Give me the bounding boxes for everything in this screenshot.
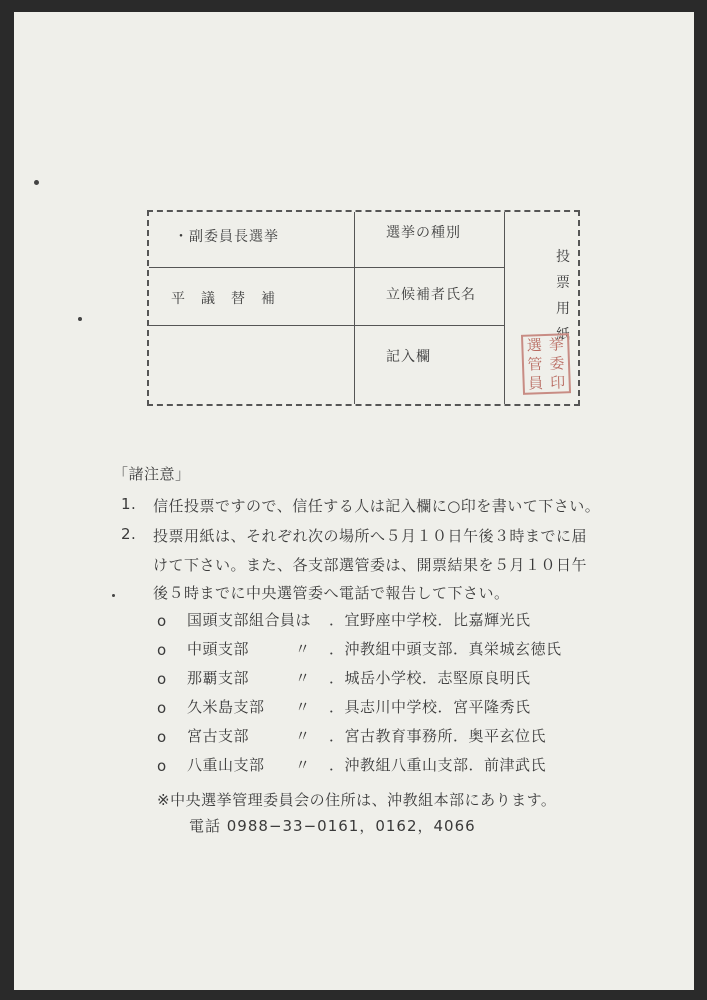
item-number: 2.	[121, 525, 137, 543]
divider	[354, 212, 355, 404]
ditto-mark: 〃	[295, 698, 311, 716]
branch-name: 中頭支部	[187, 640, 250, 658]
list-bullet: o	[157, 757, 167, 775]
branch-name: 八重山支部	[187, 756, 265, 774]
submission-place: ．沖教組八重山支部．前津武氏	[329, 756, 547, 774]
entry-field-label: 記入欄	[386, 349, 431, 365]
divider	[149, 325, 504, 326]
item-text: 後５時までに中央選管委へ電話で報告して下さい。	[153, 584, 510, 602]
list-bullet: o	[157, 699, 167, 717]
ditto-mark: 〃	[295, 669, 311, 687]
divider	[149, 267, 504, 268]
submission-place: ．具志川中学校．宮平隆秀氏	[329, 698, 531, 716]
election-name: ・副委員長選挙	[174, 229, 279, 245]
divider	[504, 212, 505, 404]
list-bullet: o	[157, 612, 167, 630]
list-bullet: o	[157, 641, 167, 659]
election-type-label: 選挙の種別	[386, 225, 461, 241]
speck	[112, 594, 115, 597]
ballot-form	[147, 210, 580, 406]
ditto-mark: 〃	[295, 640, 311, 658]
notes-heading: 「諸注意」	[113, 465, 191, 483]
footer-phone: 電話 0988−33−0161，0162，4066	[189, 817, 476, 835]
item-text: 投票用紙は、それぞれ次の場所へ５月１０日午後３時までに届	[153, 527, 588, 545]
submission-place: ．宮古教育事務所．奥平玄位氏	[329, 727, 547, 745]
submission-place: ．城岳小学校．志堅原良明氏	[329, 669, 531, 687]
branch-name: 国頭支部組合員は	[187, 611, 312, 629]
submission-place: ．宜野座中学校．比嘉輝光氏	[329, 611, 531, 629]
ballot-paper-vertical-label: 投 票 用 紙	[556, 249, 570, 343]
candidate-name-label: 立候補者氏名	[386, 287, 476, 303]
election-committee-seal: 選 挙 管 委 員 印	[521, 333, 571, 395]
branch-name: 宮古支部	[187, 727, 250, 745]
item-number: 1.	[121, 495, 137, 513]
list-bullet: o	[157, 728, 167, 746]
branch-name: 那覇支部	[187, 669, 250, 687]
submission-place: ．沖教組中頭支部．真栄城玄徳氏	[329, 640, 562, 658]
item-text: けて下さい。また、各支部選管委は、開票結果を５月１０日午	[153, 556, 588, 574]
branch-name: 久米島支部	[187, 698, 265, 716]
speck	[34, 180, 39, 185]
footer-address-note: ※中央選挙管理委員会の住所は、沖教組本部にあります。	[157, 791, 557, 809]
item-text: 信任投票ですので、信任する人は記入欄に○印を書いて下さい。	[153, 497, 601, 515]
ditto-mark: 〃	[295, 727, 311, 745]
list-bullet: o	[157, 670, 167, 688]
speck	[78, 317, 82, 321]
post-name: 平 議 替 補	[171, 291, 276, 307]
ditto-mark: 〃	[295, 756, 311, 774]
